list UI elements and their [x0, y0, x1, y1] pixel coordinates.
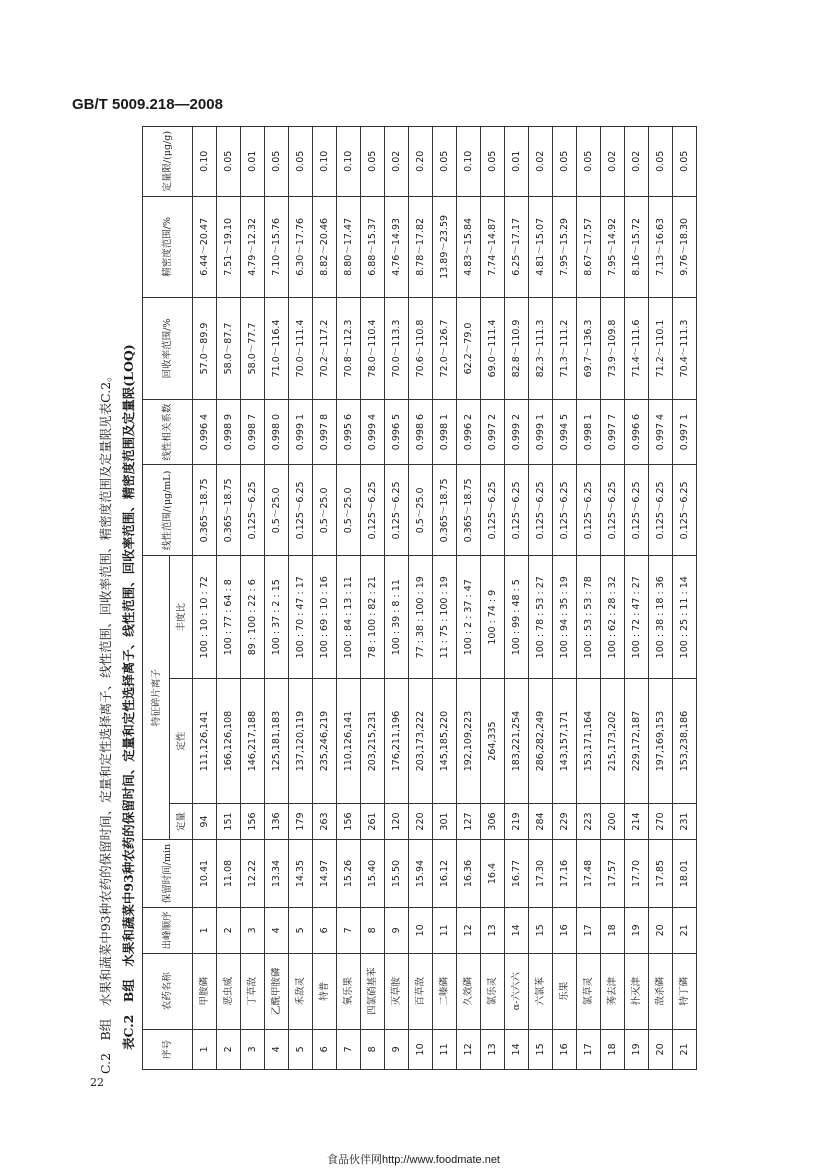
cell-rt: 10.41	[193, 839, 217, 907]
cell-name: 百草敌	[409, 953, 433, 1029]
col-rt: 保留时间/min	[143, 839, 193, 907]
cell-qual: 146,217,188	[241, 679, 265, 804]
cell-seq: 1	[193, 1029, 217, 1069]
cell-order: 20	[649, 908, 673, 954]
cell-recovery: 58.0～77.7	[241, 298, 265, 400]
cell-r: 0.996 4	[193, 399, 217, 465]
cell-loq: 0.10	[457, 127, 481, 197]
cell-quant: 214	[625, 804, 649, 840]
col-quant: 定量	[170, 804, 193, 840]
cell-loq: 0.05	[649, 127, 673, 197]
cell-seq: 18	[601, 1029, 625, 1069]
cell-qual: 286,282,249	[529, 679, 553, 804]
cell-precision: 8.67～17.57	[577, 196, 601, 298]
cell-name: 久效磷	[457, 953, 481, 1029]
cell-quant: 220	[409, 804, 433, 840]
cell-rt: 17.85	[649, 839, 673, 907]
cell-ratio: 100 : 78 : 53 : 27	[529, 556, 553, 679]
table-row	[217, 127, 241, 1070]
pesticide-table	[142, 126, 697, 1070]
cell-precision: 7.10～15.76	[265, 196, 289, 298]
cell-r: 0.999 2	[505, 399, 529, 465]
cell-precision: 7.51～19.10	[217, 196, 241, 298]
cell-loq: 0.05	[265, 127, 289, 197]
footer-watermark: 食品伙伴网http://www.foodmate.net	[326, 1154, 500, 1166]
cell-rt: 16.77	[505, 839, 529, 907]
cell-quant: 200	[601, 804, 625, 840]
cell-r: 0.998 6	[409, 399, 433, 465]
cell-range: 0.125～6.25	[385, 465, 409, 556]
cell-range: 0.125～6.25	[625, 465, 649, 556]
cell-seq: 21	[673, 1029, 697, 1069]
cell-precision: 7.95～15.29	[553, 196, 577, 298]
cell-ratio: 100 : 94 : 35 : 19	[553, 556, 577, 679]
cell-rt: 18.01	[673, 839, 697, 907]
cell-precision: 7.95～14.92	[601, 196, 625, 298]
cell-order: 1	[193, 908, 217, 954]
cell-seq: 7	[337, 1029, 361, 1069]
cell-name: 乐果	[553, 953, 577, 1029]
cell-order: 14	[505, 908, 529, 954]
cell-recovery: 57.0～89.9	[193, 298, 217, 400]
cell-order: 18	[601, 908, 625, 954]
cell-seq: 10	[409, 1029, 433, 1069]
cell-r: 0.995 6	[337, 399, 361, 465]
cell-seq: 15	[529, 1029, 553, 1069]
cell-order: 7	[337, 908, 361, 954]
cell-loq: 0.05	[553, 127, 577, 197]
cell-order: 13	[481, 908, 505, 954]
cell-name: 特普	[313, 953, 337, 1029]
cell-ratio: 100 : 74 : 9	[481, 556, 505, 679]
cell-r: 0.997 1	[673, 399, 697, 465]
cell-name: 禾敌灵	[289, 953, 313, 1029]
cell-name: 莠去津	[601, 953, 625, 1029]
section-text: C.2 B组 水果和蔬菜中93种农药的保留时间、定量和定性选择离子、线性范围、回收率范围、精密度范围及定量限见表C.2。	[98, 369, 113, 1074]
cell-ratio: 100 : 72 : 47 : 27	[625, 556, 649, 679]
table-row	[289, 127, 313, 1070]
table-row	[193, 127, 217, 1070]
table-row	[241, 127, 265, 1070]
cell-precision: 8.16～15.72	[625, 196, 649, 298]
cell-loq: 0.05	[433, 127, 457, 197]
cell-precision: 7.74～14.87	[481, 196, 505, 298]
cell-recovery: 71.0～116.4	[265, 298, 289, 400]
cell-seq: 19	[625, 1029, 649, 1069]
cell-ratio: 77 : 38 : 100 : 19	[409, 556, 433, 679]
cell-range: 0.125～6.25	[553, 465, 577, 556]
cell-ratio: 100 : 62 : 28 : 32	[601, 556, 625, 679]
cell-seq: 4	[265, 1029, 289, 1069]
cell-ratio: 100 : 39 : 8 : 11	[385, 556, 409, 679]
cell-loq: 0.20	[409, 127, 433, 197]
cell-ratio: 78 : 100 : 82 : 21	[361, 556, 385, 679]
cell-range: 0.125～6.25	[241, 465, 265, 556]
cell-loq: 0.05	[577, 127, 601, 197]
cell-rt: 14.35	[289, 839, 313, 907]
table-row	[625, 127, 649, 1070]
cell-precision: 9.76～18.30	[673, 196, 697, 298]
cell-name: α-六六六	[505, 953, 529, 1029]
cell-quant: 219	[505, 804, 529, 840]
cell-recovery: 69.0～111.4	[481, 298, 505, 400]
cell-seq: 9	[385, 1029, 409, 1069]
col-precision: 精密度范围/%	[143, 196, 193, 298]
cell-recovery: 71.3～111.2	[553, 298, 577, 400]
cell-recovery: 78.0～110.4	[361, 298, 385, 400]
cell-recovery: 70.6～110.8	[409, 298, 433, 400]
cell-loq: 0.10	[193, 127, 217, 197]
cell-ratio: 100 : 10 : 10 : 72	[193, 556, 217, 679]
cell-quant: 127	[457, 804, 481, 840]
cell-loq: 0.10	[337, 127, 361, 197]
col-r: 线性相关系数	[143, 399, 193, 465]
cell-recovery: 71.4～111.6	[625, 298, 649, 400]
cell-qual: 264,335	[481, 679, 505, 804]
cell-name: 氯草灵	[577, 953, 601, 1029]
cell-loq: 0.02	[385, 127, 409, 197]
cell-quant: 229	[553, 804, 577, 840]
cell-recovery: 82.8～110.9	[505, 298, 529, 400]
cell-qual: 203,173,222	[409, 679, 433, 804]
cell-range: 0.125～6.25	[577, 465, 601, 556]
cell-seq: 6	[313, 1029, 337, 1069]
col-order: 出峰顺序	[143, 908, 193, 954]
cell-name: 二嗪磷	[433, 953, 457, 1029]
cell-range: 0.125～6.25	[529, 465, 553, 556]
cell-range: 0.125～6.25	[601, 465, 625, 556]
cell-qual: 153,171,164	[577, 679, 601, 804]
cell-recovery: 70.2～117.2	[313, 298, 337, 400]
cell-seq: 11	[433, 1029, 457, 1069]
cell-quant: 156	[337, 804, 361, 840]
cell-order: 2	[217, 908, 241, 954]
cell-loq: 0.05	[481, 127, 505, 197]
cell-rt: 17.48	[577, 839, 601, 907]
table-title: 表C.2 B组 水果和蔬菜中93种农药的保留时间、定量和定性选择离子、线性范围、回收率范围、精密度范围及定量限(LOQ)	[121, 344, 136, 1050]
cell-ratio: 89 : 100 : 22 : 6	[241, 556, 265, 679]
cell-r: 0.998 7	[241, 399, 265, 465]
cell-order: 3	[241, 908, 265, 954]
cell-name: 丁草敌	[241, 953, 265, 1029]
cell-qual: 153,238,186	[673, 679, 697, 804]
cell-quant: 261	[361, 804, 385, 840]
cell-name: 乙酰甲胺磷	[265, 953, 289, 1029]
cell-name: 扑灭津	[625, 953, 649, 1029]
cell-r: 0.998 1	[577, 399, 601, 465]
table-row	[457, 127, 481, 1070]
cell-order: 5	[289, 908, 313, 954]
cell-range: 0.125～6.25	[505, 465, 529, 556]
cell-qual: 166,126,108	[217, 679, 241, 804]
cell-rt: 15.40	[361, 839, 385, 907]
cell-precision: 8.78～17.82	[409, 196, 433, 298]
cell-r: 0.997 2	[481, 399, 505, 465]
cell-range: 0.365～18.75	[193, 465, 217, 556]
cell-precision: 6.30～17.76	[289, 196, 313, 298]
cell-r: 0.997 4	[649, 399, 673, 465]
cell-recovery: 58.0～87.7	[217, 298, 241, 400]
cell-order: 12	[457, 908, 481, 954]
cell-rt: 17.16	[553, 839, 577, 907]
cell-name: 恶虫威	[217, 953, 241, 1029]
cell-rt: 16.36	[457, 839, 481, 907]
table-row	[649, 127, 673, 1070]
cell-quant: 231	[673, 804, 697, 840]
col-seq: 序号	[143, 1029, 193, 1069]
cell-qual: 125,181,183	[265, 679, 289, 804]
table-body	[193, 127, 697, 1070]
cell-ratio: 100 : 77 : 64 : 8	[217, 556, 241, 679]
cell-rt: 15.94	[409, 839, 433, 907]
cell-quant: 136	[265, 804, 289, 840]
cell-ratio: 100 : 25 : 11 : 14	[673, 556, 697, 679]
cell-r: 0.998 9	[217, 399, 241, 465]
cell-r: 0.996 6	[625, 399, 649, 465]
cell-order: 16	[553, 908, 577, 954]
cell-range: 0.5～25.0	[313, 465, 337, 556]
cell-r: 0.996 2	[457, 399, 481, 465]
table-row	[553, 127, 577, 1070]
cell-seq: 12	[457, 1029, 481, 1069]
cell-precision: 4.76～14.93	[385, 196, 409, 298]
cell-range: 0.125～6.25	[289, 465, 313, 556]
cell-ratio: 100 : 70 : 47 : 17	[289, 556, 313, 679]
table-row	[361, 127, 385, 1070]
cell-order: 4	[265, 908, 289, 954]
cell-name: 氯乐灵	[481, 953, 505, 1029]
cell-recovery: 70.0～111.4	[289, 298, 313, 400]
cell-loq: 0.05	[361, 127, 385, 197]
standard-code: GB/T 5009.218—2008	[72, 96, 223, 113]
cell-r: 0.998 1	[433, 399, 457, 465]
cell-r: 0.994 5	[553, 399, 577, 465]
cell-order: 6	[313, 908, 337, 954]
cell-recovery: 70.0～113.3	[385, 298, 409, 400]
cell-order: 17	[577, 908, 601, 954]
cell-ratio: 100 : 69 : 10 : 16	[313, 556, 337, 679]
cell-rt: 11.08	[217, 839, 241, 907]
cell-rt: 16.12	[433, 839, 457, 907]
cell-loq: 0.02	[529, 127, 553, 197]
cell-range: 0.365～18.75	[217, 465, 241, 556]
cell-rt: 15.50	[385, 839, 409, 907]
cell-qual: 197,169,153	[649, 679, 673, 804]
cell-recovery: 72.0～126.7	[433, 298, 457, 400]
cell-ratio: 100 : 99 : 48 : 5	[505, 556, 529, 679]
cell-quant: 306	[481, 804, 505, 840]
cell-recovery: 71.2～110.1	[649, 298, 673, 400]
cell-rt: 13.34	[265, 839, 289, 907]
col-qual: 定性	[170, 679, 193, 804]
col-ratio: 丰度比	[170, 556, 193, 679]
cell-seq: 8	[361, 1029, 385, 1069]
cell-recovery: 62.2～79.0	[457, 298, 481, 400]
page-number: 22	[90, 1076, 104, 1089]
cell-loq: 0.02	[601, 127, 625, 197]
cell-qual: 192,109,223	[457, 679, 481, 804]
cell-seq: 20	[649, 1029, 673, 1069]
cell-name: 特丁磷	[673, 953, 697, 1029]
cell-precision: 8.80～17.47	[337, 196, 361, 298]
cell-qual: 203,215,231	[361, 679, 385, 804]
cell-quant: 179	[289, 804, 313, 840]
cell-r: 0.996 5	[385, 399, 409, 465]
cell-qual: 176,211,196	[385, 679, 409, 804]
cell-quant: 151	[217, 804, 241, 840]
cell-quant: 223	[577, 804, 601, 840]
cell-precision: 4.79～12.32	[241, 196, 265, 298]
cell-order: 11	[433, 908, 457, 954]
cell-precision: 8.82～20.46	[313, 196, 337, 298]
table-row	[577, 127, 601, 1070]
cell-loq: 0.05	[673, 127, 697, 197]
table-row	[385, 127, 409, 1070]
cell-qual: 111,126,141	[193, 679, 217, 804]
table-row	[433, 127, 457, 1070]
cell-rt: 16.4	[481, 839, 505, 907]
cell-qual: 110,126,141	[337, 679, 361, 804]
table-row	[409, 127, 433, 1070]
cell-order: 19	[625, 908, 649, 954]
cell-range: 0.5～25.0	[265, 465, 289, 556]
table-row	[601, 127, 625, 1070]
cell-precision: 4.81～15.07	[529, 196, 553, 298]
cell-rt: 17.30	[529, 839, 553, 907]
cell-loq: 0.05	[217, 127, 241, 197]
cell-r: 0.999 1	[289, 399, 313, 465]
cell-loq: 0.01	[241, 127, 265, 197]
cell-recovery: 73.9～109.8	[601, 298, 625, 400]
cell-seq: 2	[217, 1029, 241, 1069]
table-row	[313, 127, 337, 1070]
cell-quant: 263	[313, 804, 337, 840]
cell-precision: 6.88～15.37	[361, 196, 385, 298]
col-recovery: 回收率范围/%	[143, 298, 193, 400]
cell-quant: 120	[385, 804, 409, 840]
cell-r: 0.998 0	[265, 399, 289, 465]
cell-ratio: 100 : 2 : 37 : 47	[457, 556, 481, 679]
cell-seq: 16	[553, 1029, 577, 1069]
col-range: 线性范围/(μg/mL)	[143, 465, 193, 556]
cell-precision: 6.25～17.17	[505, 196, 529, 298]
cell-loq: 0.01	[505, 127, 529, 197]
cell-rt: 17.57	[601, 839, 625, 907]
cell-range: 0.5～25.0	[409, 465, 433, 556]
cell-ratio: 100 : 37 : 2 : 15	[265, 556, 289, 679]
cell-range: 0.365～18.75	[433, 465, 457, 556]
cell-r: 0.997 7	[601, 399, 625, 465]
cell-r: 0.997 8	[313, 399, 337, 465]
cell-range: 0.125～6.25	[361, 465, 385, 556]
cell-order: 10	[409, 908, 433, 954]
cell-range: 0.5～25.0	[337, 465, 361, 556]
table-row	[673, 127, 697, 1070]
cell-ratio: 100 : 53 : 53 : 78	[577, 556, 601, 679]
cell-range: 0.125～6.25	[481, 465, 505, 556]
cell-name: 氧乐果	[337, 953, 361, 1029]
cell-name: 四氯硝基苯	[361, 953, 385, 1029]
cell-ratio: 100 : 84 : 13 : 11	[337, 556, 361, 679]
cell-recovery: 70.8～112.3	[337, 298, 361, 400]
cell-ratio: 100 : 38 : 18 : 36	[649, 556, 673, 679]
cell-name: 甲胺磷	[193, 953, 217, 1029]
cell-qual: 183,221,254	[505, 679, 529, 804]
cell-seq: 5	[289, 1029, 313, 1069]
cell-qual: 235,246,219	[313, 679, 337, 804]
cell-loq: 0.05	[289, 127, 313, 197]
cell-qual: 215,173,202	[601, 679, 625, 804]
table-row	[529, 127, 553, 1070]
col-ions: 特征碎片离子	[143, 556, 170, 840]
cell-order: 15	[529, 908, 553, 954]
cell-order: 8	[361, 908, 385, 954]
cell-rt: 14.97	[313, 839, 337, 907]
cell-name: 灭草胺	[385, 953, 409, 1029]
cell-rt: 15.26	[337, 839, 361, 907]
cell-recovery: 82.3～111.3	[529, 298, 553, 400]
cell-precision: 13.89～23.59	[433, 196, 457, 298]
cell-range: 0.365～18.75	[457, 465, 481, 556]
cell-precision: 7.13～16.63	[649, 196, 673, 298]
col-loq: 定量限/(μg/g)	[143, 127, 193, 197]
cell-seq: 17	[577, 1029, 601, 1069]
cell-rt: 12.22	[241, 839, 265, 907]
cell-qual: 229,172,187	[625, 679, 649, 804]
cell-quant: 270	[649, 804, 673, 840]
cell-quant: 94	[193, 804, 217, 840]
cell-quant: 156	[241, 804, 265, 840]
table-row	[337, 127, 361, 1070]
cell-qual: 137,120,119	[289, 679, 313, 804]
cell-r: 0.999 1	[529, 399, 553, 465]
cell-seq: 3	[241, 1029, 265, 1069]
rotated-content	[92, 120, 732, 1074]
cell-ratio: 11 : 75 : 100 : 19	[433, 556, 457, 679]
cell-name: 敌杀磷	[649, 953, 673, 1029]
cell-quant: 301	[433, 804, 457, 840]
cell-recovery: 70.4～111.3	[673, 298, 697, 400]
cell-loq: 0.02	[625, 127, 649, 197]
cell-qual: 143,157,171	[553, 679, 577, 804]
table-row	[505, 127, 529, 1070]
cell-qual: 145,185,220	[433, 679, 457, 804]
cell-recovery: 69.7～136.3	[577, 298, 601, 400]
col-name: 农药名称	[143, 953, 193, 1029]
cell-order: 21	[673, 908, 697, 954]
cell-quant: 284	[529, 804, 553, 840]
cell-precision: 4.83～15.84	[457, 196, 481, 298]
table-row	[481, 127, 505, 1070]
cell-seq: 13	[481, 1029, 505, 1069]
cell-rt: 17.70	[625, 839, 649, 907]
cell-seq: 14	[505, 1029, 529, 1069]
cell-name: 六氯苯	[529, 953, 553, 1029]
cell-r: 0.999 4	[361, 399, 385, 465]
cell-order: 9	[385, 908, 409, 954]
table-row	[265, 127, 289, 1070]
cell-range: 0.125～6.25	[673, 465, 697, 556]
cell-loq: 0.10	[313, 127, 337, 197]
cell-precision: 6.44～20.47	[193, 196, 217, 298]
cell-range: 0.125～6.25	[649, 465, 673, 556]
